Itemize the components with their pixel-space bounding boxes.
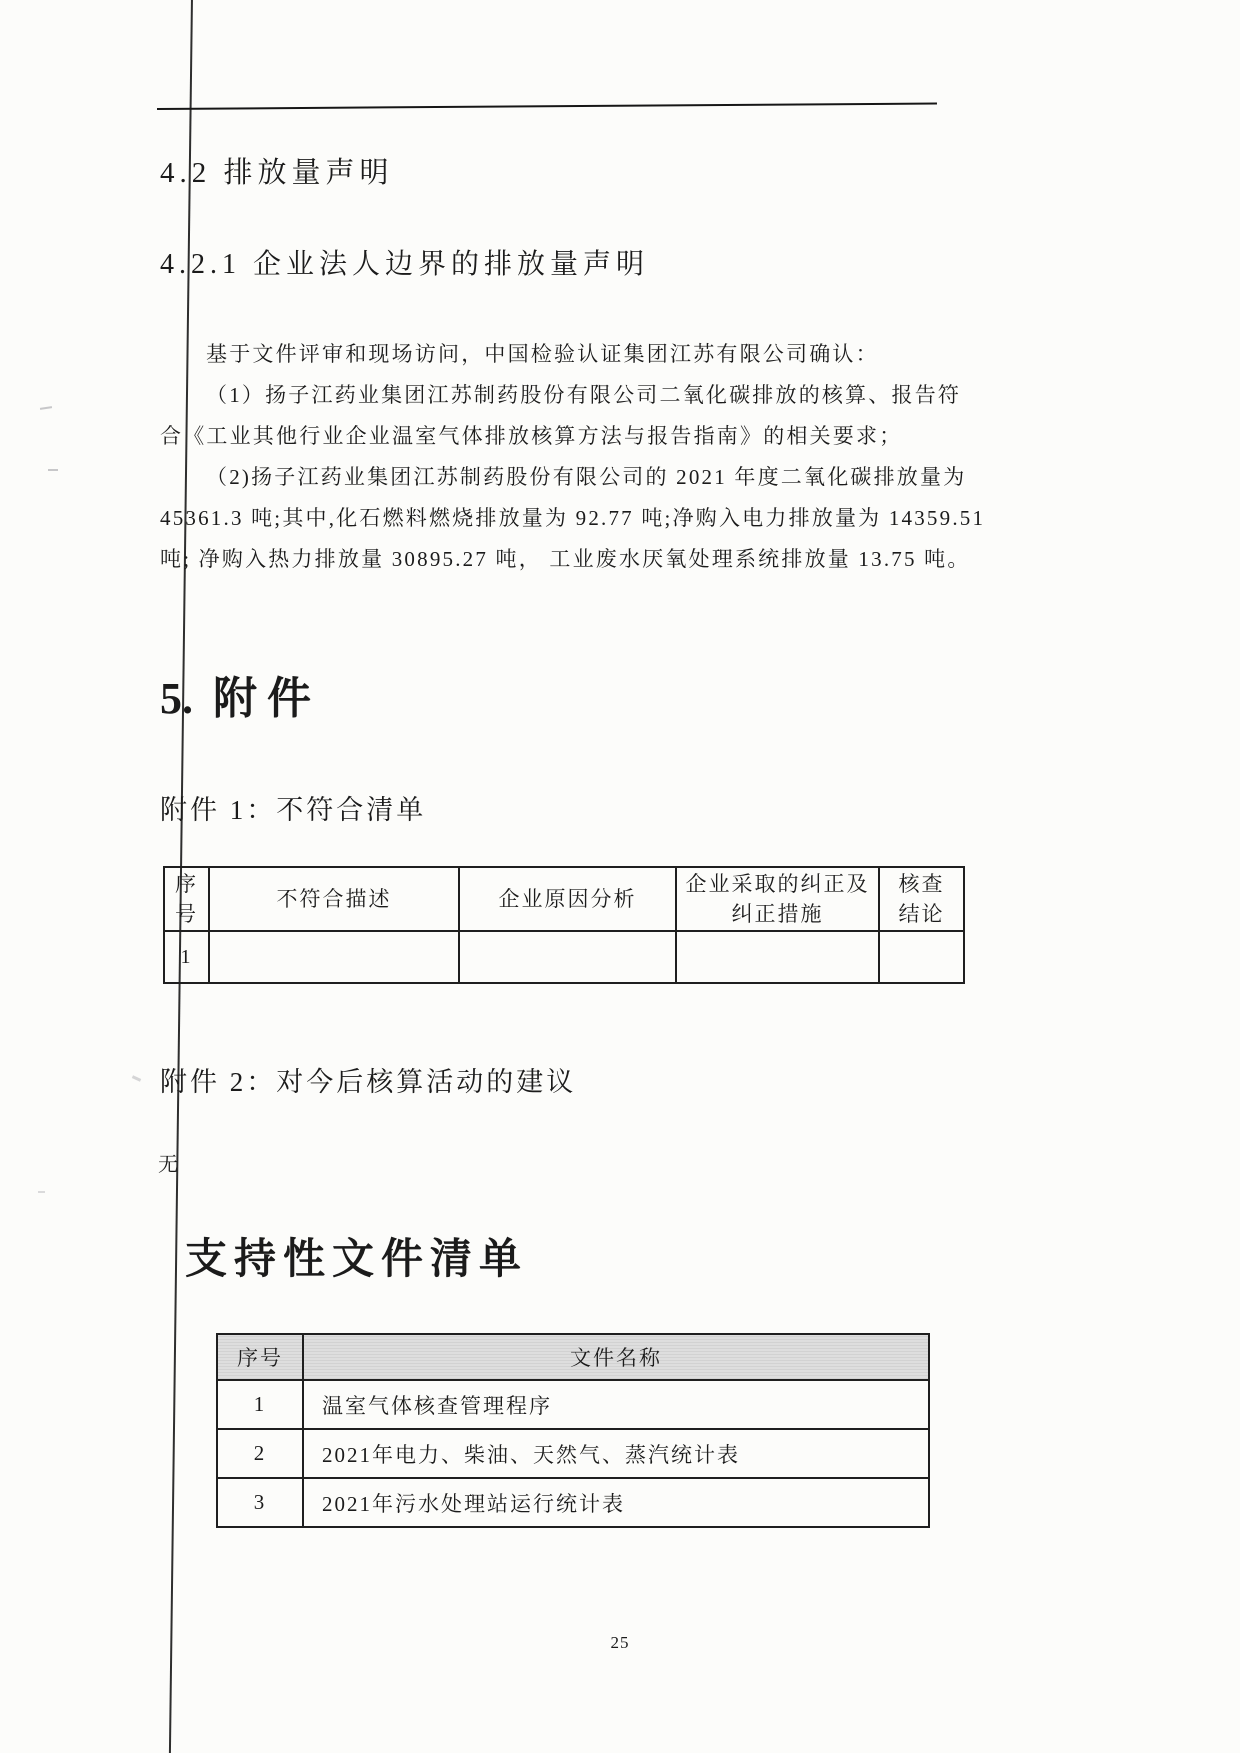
section-5-title-text: 附件	[213, 674, 321, 723]
table-header-cell: 企业采取的纠正及纠正措施	[676, 867, 879, 931]
section-4-2-title: 4.2 排放量声明	[160, 157, 394, 189]
section-5-title	[160, 662, 321, 726]
paragraph-line: 基于文件评审和现场访问，中国检验认证集团江苏有限公司确认：	[206, 342, 879, 366]
page-number: 25	[610, 1633, 630, 1652]
scan-artifact	[38, 1191, 45, 1193]
table-row	[217, 1380, 929, 1429]
scan-artifact	[132, 1075, 141, 1082]
table-cell-docname: 2021年污水处理站运行统计表	[303, 1478, 929, 1527]
table-header-row	[217, 1334, 929, 1380]
table-cell-docname: 2021年电力、柴油、天然气、蒸汽统计表	[303, 1429, 929, 1478]
table-row	[217, 1478, 929, 1527]
paragraph-line: 吨; 净购入热力排放量 30895.27 吨， 工业废水厌氧处理系统排放量 13.75 吨。	[160, 547, 971, 571]
table-header-cell: 序号	[217, 1334, 303, 1380]
table-header-row	[164, 867, 964, 931]
table-cell	[459, 931, 676, 983]
table-row	[164, 931, 964, 983]
top-rule-line	[157, 103, 937, 110]
table-cell-index: 1	[217, 1380, 303, 1429]
table-header-cell: 核查结论	[879, 867, 964, 931]
scan-artifact	[48, 469, 58, 471]
table-cell-index: 3	[217, 1478, 303, 1527]
table-header-cell: 序号	[164, 867, 209, 931]
supporting-docs-table	[216, 1333, 930, 1528]
table-cell-index: 2	[217, 1429, 303, 1478]
paragraph-line: （2)扬子江药业集团江苏制药股份有限公司的 2021 年度二氧化碳排放量为	[206, 465, 967, 489]
table-cell-docname: 温室气体核查管理程序	[303, 1380, 929, 1429]
section-5-number: 5.	[160, 674, 193, 723]
section-4-2-1-title: 4.2.1 企业法人边界的排放量声明	[160, 249, 650, 280]
table-row	[217, 1429, 929, 1478]
attachment-2-title: 附件 2：对今后核算活动的建议	[160, 1067, 577, 1097]
table-cell	[676, 931, 879, 983]
paragraph-line: （1）扬子江药业集团江苏制药股份有限公司二氧化碳排放的核算、报告符	[206, 383, 962, 407]
table-cell: 1	[164, 931, 209, 983]
supporting-docs-title: 支持性文件清单	[185, 1237, 529, 1283]
attachment-1-title: 附件 1：不符合清单	[160, 795, 427, 825]
paragraph-line: 合《工业其他行业企业温室气体排放核算方法与报告指南》的相关要求；	[160, 424, 903, 448]
table-header-cell: 文件名称	[303, 1334, 929, 1380]
table-cell	[209, 931, 459, 983]
paragraph-line: 45361.3 吨;其中,化石燃料燃烧排放量为 92.77 吨;净购入电力排放量为 14359.51	[160, 506, 986, 530]
table-cell	[879, 931, 964, 983]
table-header-cell: 不符合描述	[209, 867, 459, 931]
attachment-2-content: 无	[158, 1154, 178, 1176]
emission-statement-paragraph	[160, 334, 986, 580]
scan-artifact	[40, 406, 52, 410]
nonconformity-table	[163, 866, 965, 984]
table-header-cell: 企业原因分析	[459, 867, 676, 931]
